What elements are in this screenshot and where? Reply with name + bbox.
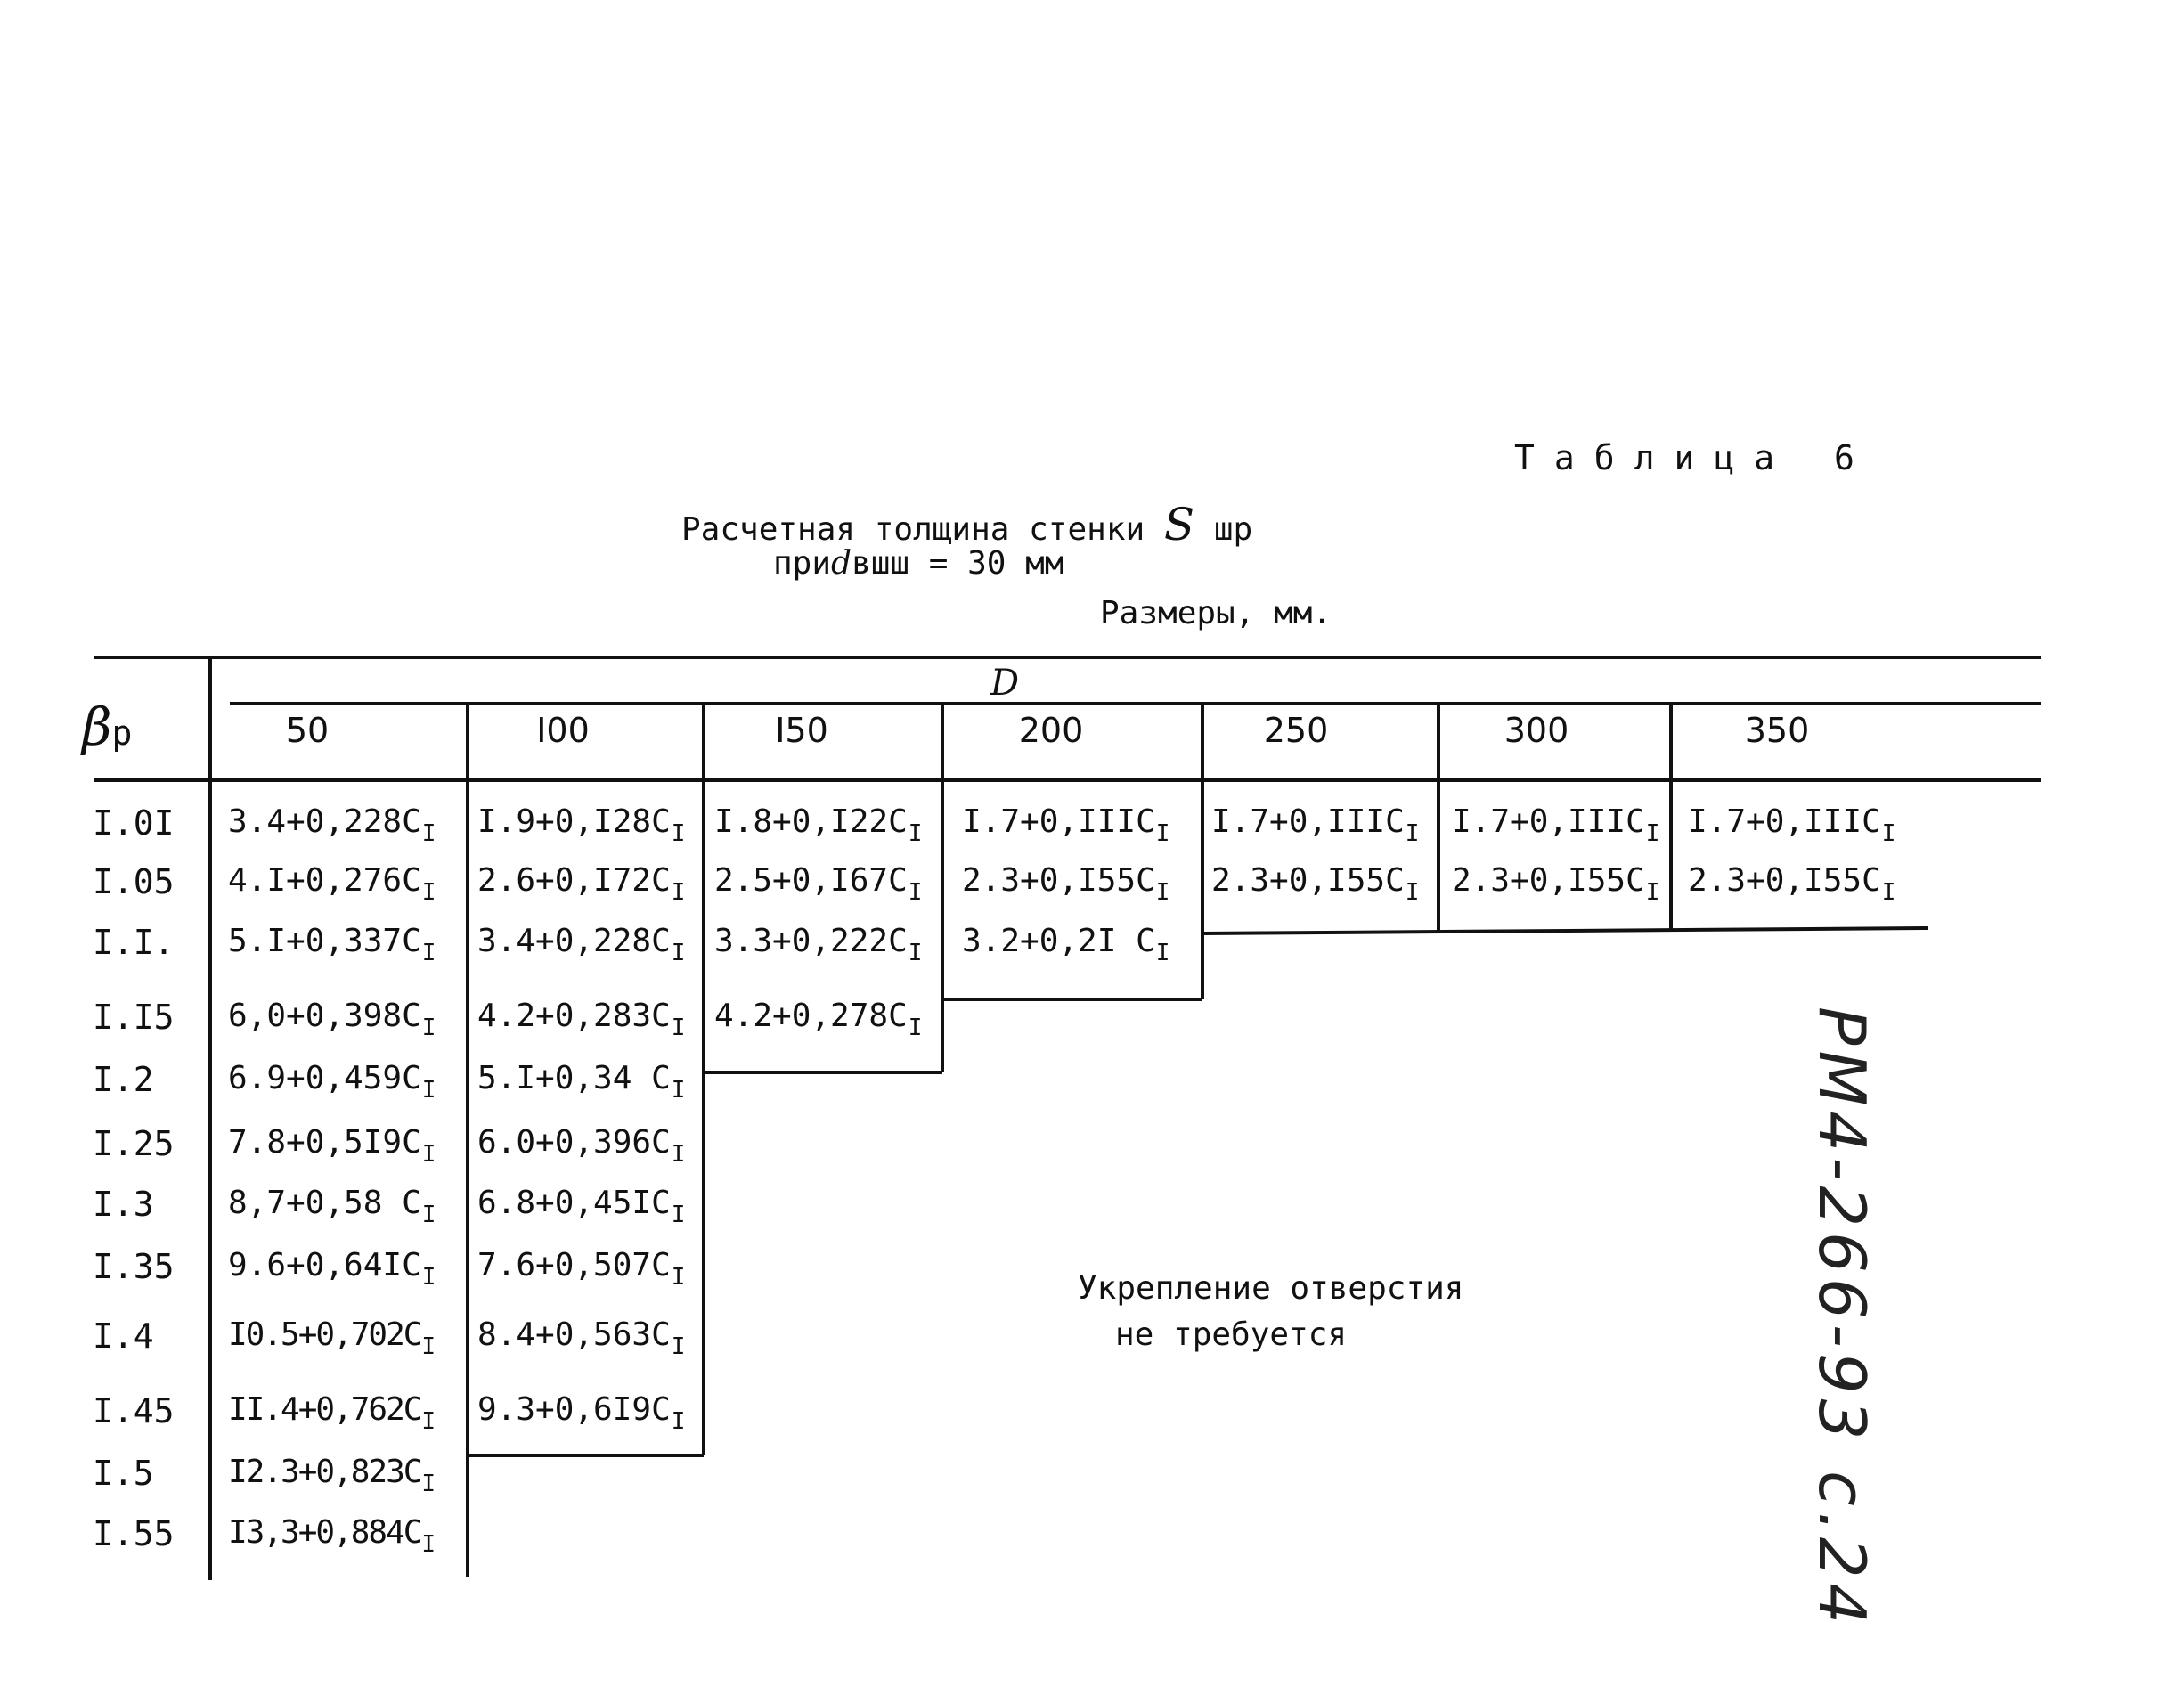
table-number: Таблица 6 — [1514, 438, 1874, 477]
column-header: I50 — [775, 711, 828, 750]
caption-condition: вшш = 30 мм — [852, 545, 1064, 582]
table-cell: $I.7+0,IIIC_I$ — [1211, 803, 1420, 847]
column-header: 250 — [1263, 711, 1329, 750]
table-cell: $9.3+0,6I9C_I$ — [477, 1391, 686, 1435]
thickness-symbol: S — [1163, 499, 1195, 550]
caption-subscript: шр — [1213, 511, 1253, 548]
table-cell: $6,0+0,398C_I$ — [228, 998, 436, 1041]
row-label: I.4 — [93, 1316, 154, 1356]
table-cell: $I.7+0,IIIC_I$ — [1452, 803, 1660, 847]
row-label: I.I. — [93, 923, 175, 962]
row-label: I.2 — [93, 1060, 154, 1099]
table-cell: $2.3+0,I55C_I$ — [1211, 862, 1420, 906]
caption-text: Расчетная толщина стенки — [681, 511, 1145, 548]
table-cell: 3.2+0,2I $C_I$ — [962, 923, 1170, 966]
beta-subscript: р — [111, 713, 133, 753]
beta-symbol: β — [82, 697, 112, 757]
table-cell: $4.2+0,278C_I$ — [714, 998, 923, 1041]
table-cell: $6.0+0,396C_I$ — [477, 1124, 686, 1168]
row-header-beta — [82, 697, 132, 757]
column-header: 200 — [1018, 711, 1084, 750]
table-cell: $7.8+0,5I9C_I$ — [228, 1124, 436, 1168]
row-label: I.I5 — [93, 998, 175, 1037]
table-cell: $3.4+0,228C_I$ — [228, 803, 436, 847]
table-cell: $I3,3+0,884C_I$ — [228, 1514, 435, 1558]
table-cell: $7.6+0,507C_I$ — [477, 1247, 686, 1291]
note-line1: Укрепление отверстия — [1078, 1270, 1464, 1307]
table-cell: $5.I+0,337C_I$ — [228, 923, 436, 966]
table-cell: $4.I+0,276C_I$ — [228, 862, 436, 906]
column-header: I00 — [536, 711, 590, 750]
note-line2: не требуется — [1115, 1316, 1348, 1353]
row-label: I.55 — [93, 1514, 175, 1553]
caption-prefix: при — [773, 545, 832, 582]
table-cell: $II.4+0,762C_I$ — [228, 1391, 435, 1435]
table-cell: $3.3+0,222C_I$ — [714, 923, 923, 966]
row-label: I.5 — [93, 1454, 154, 1493]
table-cell: $4.2+0,283C_I$ — [477, 998, 686, 1041]
document-number-stamp: РМ4-266-93 с.24 — [1805, 1006, 1879, 1630]
table-cell: $2.3+0,I55C_I$ — [1688, 862, 1896, 906]
row-label: I.05 — [93, 862, 175, 901]
table-cell: $I.7+0,IIIC_I$ — [1688, 803, 1896, 847]
table-cell: $I.7+0,IIIC_I$ — [962, 803, 1170, 847]
table-cell: $3.4+0,228C_I$ — [477, 923, 686, 966]
table-cell: $I0.5+0,702C_I$ — [228, 1316, 435, 1360]
table-cell: $I.8+0,I22C_I$ — [714, 803, 923, 847]
table-cell: $2.3+0,I55C_I$ — [962, 862, 1170, 906]
diameter-symbol: d — [831, 545, 852, 582]
table-cell: $I2.3+0,823C_I$ — [228, 1454, 435, 1497]
row-label: I.3 — [93, 1185, 154, 1224]
table-cell: 8,7+0,58 $C_I$ — [228, 1185, 436, 1228]
table-cell: $6.9+0,459C_I$ — [228, 1060, 436, 1104]
column-header: 300 — [1504, 711, 1569, 750]
table-cell: $2.5+0,I67C_I$ — [714, 862, 923, 906]
units-note: Размеры, мм. — [1100, 595, 1332, 632]
row-label: I.25 — [93, 1124, 175, 1163]
column-header: 350 — [1744, 711, 1810, 750]
row-label: I.0I — [93, 803, 175, 843]
row-label: I.35 — [93, 1247, 175, 1286]
table-cell: $2.6+0,I72C_I$ — [477, 862, 686, 906]
table-cell: $6.8+0,45IC_I$ — [477, 1185, 686, 1228]
table-cell: $2.3+0,I55C_I$ — [1452, 862, 1660, 906]
row-label: I.45 — [93, 1391, 175, 1430]
column-header: 50 — [285, 711, 330, 750]
column-group-label-D: D — [990, 663, 1020, 704]
table-cell: 5.I+0,34 $C_I$ — [477, 1060, 686, 1104]
table-cell: $9.6+0,64IC_I$ — [228, 1247, 436, 1291]
table-cell: $I.9+0,I28C_I$ — [477, 803, 686, 847]
table-cell: $8.4+0,563C_I$ — [477, 1316, 686, 1360]
